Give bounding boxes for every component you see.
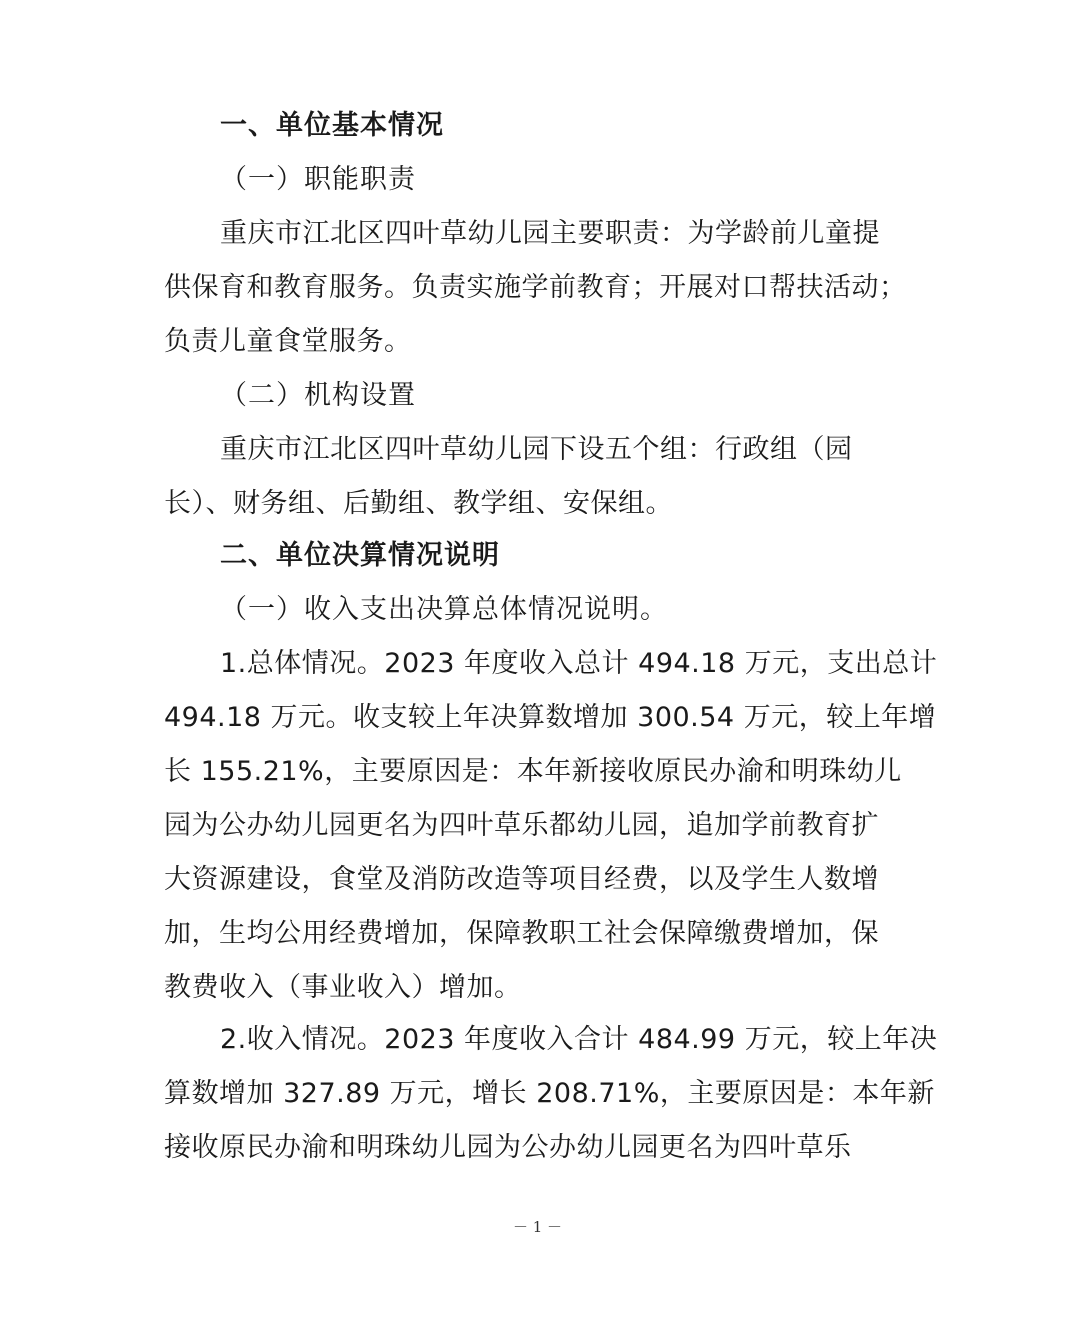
section-heading-final-accounts: 二、单位决算情况说明: [220, 540, 500, 571]
paragraph-line: 494.18 万元。收支较上年决算数增加 300.54 万元，较上年增: [164, 702, 937, 733]
paragraph-line: 长 155.21%，主要原因是：本年新接收原民办渝和明珠幼儿: [164, 756, 902, 787]
section-heading-basic-info: 一、单位基本情况: [220, 110, 444, 141]
paragraph-line: 长）、财务组、后勤组、教学组、安保组。: [164, 488, 673, 519]
subsection-heading-organization: （二）机构设置: [220, 380, 416, 411]
subsection-heading-income-expense: （一）收入支出决算总体情况说明。: [220, 594, 668, 625]
paragraph-line: 算数增加 327.89 万元，增长 208.71%，主要原因是：本年新: [164, 1078, 935, 1109]
paragraph-line: 园为公办幼儿园更名为四叶草乐都幼儿园，追加学前教育扩: [164, 810, 879, 841]
paragraph-line: 1.总体情况。2023 年度收入总计 494.18 万元，支出总计: [220, 648, 938, 679]
paragraph-line: 大资源建设，食堂及消防改造等项目经费，以及学生人数增: [164, 864, 879, 895]
paragraph-line: 2.收入情况。2023 年度收入合计 484.99 万元，较上年决: [220, 1024, 938, 1055]
paragraph-line: 重庆市江北区四叶草幼儿园下设五个组：行政组（园: [220, 434, 853, 465]
page-number: － 1 －: [512, 1218, 563, 1236]
subsection-heading-duties: （一）职能职责: [220, 164, 416, 195]
paragraph-line: 加，生均公用经费增加，保障教职工社会保障缴费增加，保: [164, 918, 879, 949]
paragraph-line: 接收原民办渝和明珠幼儿园为公办幼儿园更名为四叶草乐: [164, 1132, 852, 1163]
paragraph-line: 教费收入（事业收入）增加。: [164, 972, 522, 1003]
paragraph-line: 重庆市江北区四叶草幼儿园主要职责：为学龄前儿童提: [220, 218, 880, 249]
paragraph-line: 供保育和教育服务。负责实施学前教育；开展对口帮扶活动；: [164, 272, 907, 303]
paragraph-line: 负责儿童食堂服务。: [164, 326, 412, 357]
